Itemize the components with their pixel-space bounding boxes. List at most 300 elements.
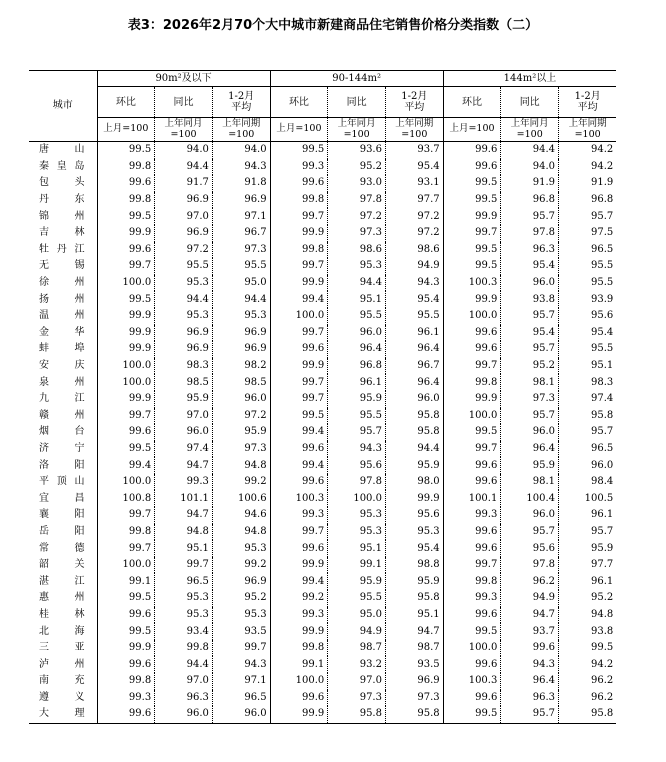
index-value: 97.2 bbox=[385, 208, 443, 225]
index-value: 95.9 bbox=[328, 573, 386, 590]
index-value: 94.8 bbox=[212, 457, 270, 474]
index-value: 99.6 bbox=[97, 242, 155, 259]
base-header bbox=[155, 118, 213, 142]
table-row bbox=[29, 275, 616, 292]
index-value: 99.9 bbox=[270, 358, 328, 375]
base-header-line1: 上月=100 bbox=[276, 123, 322, 135]
index-value: 99.6 bbox=[443, 457, 501, 474]
city-name: 包头 bbox=[39, 177, 85, 189]
table-row bbox=[29, 192, 616, 209]
index-value: 99.7 bbox=[270, 391, 328, 408]
table-row bbox=[29, 457, 616, 474]
index-value: 100.0 bbox=[270, 308, 328, 325]
index-value: 96.9 bbox=[385, 673, 443, 690]
index-value: 97.8 bbox=[501, 225, 559, 242]
table-row bbox=[29, 673, 616, 690]
index-value: 95.7 bbox=[501, 308, 559, 325]
city-name: 平顶山 bbox=[39, 476, 85, 488]
index-value: 100.0 bbox=[97, 557, 155, 574]
period-header bbox=[155, 87, 213, 118]
index-value: 99.7 bbox=[97, 408, 155, 425]
index-value: 98.3 bbox=[559, 374, 617, 391]
base-header-line2: =100 bbox=[170, 128, 197, 140]
index-value: 99.5 bbox=[270, 408, 328, 425]
index-value: 96.9 bbox=[212, 341, 270, 358]
index-value: 99.1 bbox=[270, 656, 328, 673]
index-value: 98.5 bbox=[155, 374, 213, 391]
index-value: 99.2 bbox=[212, 557, 270, 574]
base-header bbox=[270, 118, 328, 142]
index-value: 93.0 bbox=[328, 175, 386, 192]
index-value: 96.1 bbox=[385, 325, 443, 342]
city-name: 大理 bbox=[29, 706, 97, 723]
index-value: 99.5 bbox=[97, 441, 155, 458]
index-value: 99.8 bbox=[270, 192, 328, 209]
table-row bbox=[29, 291, 616, 308]
index-value: 91.9 bbox=[559, 175, 617, 192]
table-row bbox=[29, 607, 616, 624]
index-value: 100.1 bbox=[443, 490, 501, 507]
index-value: 99.9 bbox=[270, 225, 328, 242]
index-value: 94.7 bbox=[155, 507, 213, 524]
city-name: 泉州 bbox=[39, 376, 85, 388]
index-value: 99.3 bbox=[97, 690, 155, 707]
index-value: 96.4 bbox=[328, 341, 386, 358]
index-value: 96.0 bbox=[501, 507, 559, 524]
base-header-line1: 上年同月 bbox=[337, 118, 376, 130]
city-name: 牡丹江 bbox=[39, 243, 85, 255]
index-value: 96.0 bbox=[501, 424, 559, 441]
index-value: 97.0 bbox=[328, 673, 386, 690]
city-name: 九江 bbox=[39, 393, 85, 405]
index-value: 95.9 bbox=[501, 457, 559, 474]
period-header-line1: 1-2月 bbox=[228, 91, 255, 102]
index-value: 99.5 bbox=[443, 706, 501, 723]
table-row bbox=[29, 308, 616, 325]
index-value: 99.5 bbox=[443, 258, 501, 275]
index-value: 99.7 bbox=[443, 441, 501, 458]
index-value: 97.7 bbox=[385, 192, 443, 209]
table-row bbox=[29, 341, 616, 358]
index-value: 99.6 bbox=[270, 341, 328, 358]
table-row bbox=[29, 656, 616, 673]
index-value: 94.8 bbox=[212, 524, 270, 541]
index-value: 100.0 bbox=[97, 474, 155, 491]
index-value: 95.5 bbox=[385, 308, 443, 325]
index-value: 96.9 bbox=[212, 192, 270, 209]
base-header-line1: 上年同期 bbox=[222, 118, 261, 130]
index-value: 99.7 bbox=[97, 540, 155, 557]
index-value: 95.9 bbox=[155, 391, 213, 408]
table-row bbox=[29, 690, 616, 707]
city-name: 徐州 bbox=[39, 277, 85, 289]
index-value: 98.6 bbox=[328, 242, 386, 259]
index-value: 99.4 bbox=[97, 457, 155, 474]
index-value: 95.6 bbox=[559, 308, 617, 325]
index-value: 99.8 bbox=[155, 640, 213, 657]
index-value: 94.7 bbox=[155, 457, 213, 474]
index-value: 97.5 bbox=[559, 225, 617, 242]
index-value: 95.7 bbox=[559, 524, 617, 541]
city-name: 安庆 bbox=[39, 360, 85, 372]
index-value: 95.3 bbox=[328, 507, 386, 524]
period-header-line1: 环比 bbox=[288, 96, 309, 108]
index-value: 96.5 bbox=[559, 441, 617, 458]
index-value: 99.6 bbox=[501, 640, 559, 657]
group-header: 90-144m² bbox=[270, 71, 443, 87]
table-row bbox=[29, 557, 616, 574]
index-value: 95.7 bbox=[501, 208, 559, 225]
index-value: 95.2 bbox=[328, 159, 386, 176]
index-value: 95.4 bbox=[501, 325, 559, 342]
index-value: 100.4 bbox=[501, 490, 559, 507]
index-value: 95.1 bbox=[328, 540, 386, 557]
index-value: 99.6 bbox=[443, 524, 501, 541]
index-value: 99.9 bbox=[270, 275, 328, 292]
index-value: 95.5 bbox=[559, 258, 617, 275]
index-value: 97.7 bbox=[559, 557, 617, 574]
city-name: 常德 bbox=[39, 542, 85, 554]
index-value: 99.6 bbox=[270, 474, 328, 491]
index-value: 99.8 bbox=[443, 374, 501, 391]
index-value: 96.5 bbox=[559, 242, 617, 259]
index-value: 98.8 bbox=[385, 557, 443, 574]
base-header-line2: =100 bbox=[574, 128, 601, 140]
city-name: 锦州 bbox=[39, 210, 85, 222]
index-value: 96.0 bbox=[212, 391, 270, 408]
index-value: 97.0 bbox=[155, 408, 213, 425]
table-row bbox=[29, 573, 616, 590]
index-value: 98.7 bbox=[385, 640, 443, 657]
index-value: 93.4 bbox=[155, 623, 213, 640]
table-header bbox=[29, 71, 616, 142]
index-value: 98.2 bbox=[212, 358, 270, 375]
index-value: 94.3 bbox=[328, 441, 386, 458]
base-header bbox=[559, 118, 617, 142]
period-header-line1: 环比 bbox=[462, 96, 482, 108]
index-value: 100.3 bbox=[443, 275, 501, 292]
index-value: 99.7 bbox=[155, 557, 213, 574]
index-value: 99.5 bbox=[97, 291, 155, 308]
index-value: 94.4 bbox=[155, 656, 213, 673]
index-value: 96.2 bbox=[559, 690, 617, 707]
city-column-header: 城市 bbox=[29, 71, 97, 142]
index-value: 99.6 bbox=[97, 424, 155, 441]
period-header-line2: 平均 bbox=[404, 102, 425, 113]
index-value: 99.6 bbox=[443, 142, 501, 159]
index-value: 96.0 bbox=[501, 275, 559, 292]
city-name: 北海 bbox=[39, 625, 85, 637]
index-value: 96.3 bbox=[155, 690, 213, 707]
index-value: 94.2 bbox=[559, 159, 617, 176]
index-value: 99.9 bbox=[97, 640, 155, 657]
index-value: 96.9 bbox=[212, 325, 270, 342]
index-value: 95.9 bbox=[328, 391, 386, 408]
index-value: 96.4 bbox=[385, 374, 443, 391]
base-header bbox=[443, 118, 501, 142]
index-value: 99.9 bbox=[97, 225, 155, 242]
index-value: 93.5 bbox=[212, 623, 270, 640]
index-value: 95.3 bbox=[212, 540, 270, 557]
table-row bbox=[29, 258, 616, 275]
city-name: 韶关 bbox=[39, 559, 85, 571]
index-value: 95.1 bbox=[155, 540, 213, 557]
index-value: 96.7 bbox=[212, 225, 270, 242]
base-header-line2: =100 bbox=[228, 128, 255, 140]
index-value: 100.3 bbox=[270, 490, 328, 507]
index-value: 94.6 bbox=[212, 507, 270, 524]
index-value: 94.9 bbox=[385, 258, 443, 275]
index-value: 95.5 bbox=[155, 258, 213, 275]
index-value: 99.6 bbox=[270, 441, 328, 458]
index-value: 100.0 bbox=[328, 490, 386, 507]
index-value: 95.2 bbox=[501, 358, 559, 375]
index-value: 99.5 bbox=[559, 640, 617, 657]
index-value: 99.7 bbox=[270, 524, 328, 541]
index-value: 99.5 bbox=[443, 192, 501, 209]
city-name: 无锡 bbox=[39, 260, 85, 272]
index-value: 99.6 bbox=[443, 474, 501, 491]
table-row bbox=[29, 225, 616, 242]
index-value: 95.4 bbox=[385, 291, 443, 308]
index-value: 97.1 bbox=[212, 673, 270, 690]
index-value: 99.4 bbox=[270, 424, 328, 441]
index-value: 99.6 bbox=[443, 690, 501, 707]
index-value: 99.9 bbox=[443, 291, 501, 308]
index-value: 99.6 bbox=[270, 175, 328, 192]
index-value: 96.2 bbox=[559, 673, 617, 690]
base-header-line2: =100 bbox=[516, 128, 543, 140]
index-value: 99.5 bbox=[97, 142, 155, 159]
index-value: 96.0 bbox=[559, 457, 617, 474]
period-header-line1: 同比 bbox=[173, 96, 194, 108]
city-name: 吉林 bbox=[39, 227, 85, 239]
index-value: 98.1 bbox=[501, 374, 559, 391]
index-value: 100.6 bbox=[212, 490, 270, 507]
index-value: 99.3 bbox=[155, 474, 213, 491]
index-value: 99.4 bbox=[270, 573, 328, 590]
index-value: 100.5 bbox=[559, 490, 617, 507]
table-row bbox=[29, 640, 616, 657]
index-value: 99.8 bbox=[270, 640, 328, 657]
index-value: 97.3 bbox=[501, 391, 559, 408]
index-value: 99.9 bbox=[97, 341, 155, 358]
table-row bbox=[29, 590, 616, 607]
index-value: 100.0 bbox=[97, 275, 155, 292]
index-value: 96.3 bbox=[501, 242, 559, 259]
table-row bbox=[29, 374, 616, 391]
index-value: 97.8 bbox=[328, 474, 386, 491]
index-value: 99.6 bbox=[270, 690, 328, 707]
index-value: 95.5 bbox=[328, 308, 386, 325]
base-header-line1: 上年同月 bbox=[510, 118, 549, 130]
city-name: 丹东 bbox=[39, 194, 85, 206]
index-value: 94.4 bbox=[385, 441, 443, 458]
table-row bbox=[29, 242, 616, 259]
index-value: 97.0 bbox=[155, 208, 213, 225]
index-value: 96.1 bbox=[559, 573, 617, 590]
period-header bbox=[97, 87, 155, 118]
index-value: 95.5 bbox=[328, 590, 386, 607]
index-value: 98.5 bbox=[212, 374, 270, 391]
index-value: 98.6 bbox=[385, 242, 443, 259]
group-header: 90m²及以下 bbox=[97, 71, 270, 87]
index-value: 95.2 bbox=[559, 590, 617, 607]
index-value: 95.9 bbox=[559, 540, 617, 557]
city-name: 三亚 bbox=[39, 642, 85, 654]
index-value: 99.7 bbox=[270, 374, 328, 391]
index-value: 99.5 bbox=[443, 242, 501, 259]
table-row bbox=[29, 623, 616, 640]
table-row bbox=[29, 474, 616, 491]
index-value: 98.3 bbox=[155, 358, 213, 375]
index-value: 91.8 bbox=[212, 175, 270, 192]
table-row bbox=[29, 358, 616, 375]
period-header bbox=[212, 87, 270, 118]
index-value: 93.1 bbox=[385, 175, 443, 192]
city-name: 遵义 bbox=[39, 691, 85, 703]
period-header-line1: 同比 bbox=[346, 96, 367, 108]
index-value: 101.1 bbox=[155, 490, 213, 507]
index-value: 99.3 bbox=[443, 507, 501, 524]
index-value: 95.3 bbox=[155, 590, 213, 607]
index-value: 93.5 bbox=[385, 656, 443, 673]
index-value: 96.0 bbox=[155, 706, 213, 723]
index-value: 93.9 bbox=[559, 291, 617, 308]
index-value: 99.8 bbox=[97, 524, 155, 541]
index-value: 94.4 bbox=[328, 275, 386, 292]
index-value: 99.8 bbox=[97, 673, 155, 690]
index-value: 95.4 bbox=[501, 258, 559, 275]
period-header bbox=[270, 87, 328, 118]
index-value: 99.3 bbox=[270, 607, 328, 624]
city-name: 扬州 bbox=[39, 293, 85, 305]
index-value: 99.5 bbox=[270, 142, 328, 159]
index-value: 99.9 bbox=[270, 706, 328, 723]
index-value: 95.7 bbox=[328, 424, 386, 441]
header-row-bases bbox=[29, 118, 616, 142]
index-value: 95.8 bbox=[559, 706, 617, 723]
index-value: 95.4 bbox=[559, 325, 617, 342]
index-value: 94.2 bbox=[559, 142, 617, 159]
index-value: 99.9 bbox=[97, 308, 155, 325]
index-value: 99.1 bbox=[328, 557, 386, 574]
index-value: 95.8 bbox=[559, 408, 617, 425]
base-header-line1: 上月=100 bbox=[103, 123, 149, 135]
index-value: 93.2 bbox=[328, 656, 386, 673]
index-value: 95.8 bbox=[385, 408, 443, 425]
index-value: 100.0 bbox=[443, 408, 501, 425]
index-value: 97.0 bbox=[155, 673, 213, 690]
period-header-line1: 1-2月 bbox=[574, 91, 601, 102]
base-header-line2: =100 bbox=[343, 128, 370, 140]
index-value: 96.8 bbox=[559, 192, 617, 209]
base-header-line1: 上年同期 bbox=[395, 118, 434, 130]
index-value: 99.6 bbox=[97, 175, 155, 192]
index-value: 99.9 bbox=[97, 391, 155, 408]
base-header-line1: 上年同月 bbox=[164, 118, 203, 130]
period-header-line1: 环比 bbox=[115, 96, 136, 108]
index-value: 99.4 bbox=[270, 457, 328, 474]
index-value: 96.9 bbox=[155, 341, 213, 358]
index-value: 95.1 bbox=[328, 291, 386, 308]
index-value: 96.8 bbox=[328, 358, 386, 375]
city-name: 宜昌 bbox=[39, 492, 85, 504]
index-value: 100.0 bbox=[443, 308, 501, 325]
index-value: 99.2 bbox=[270, 590, 328, 607]
index-value: 95.7 bbox=[501, 341, 559, 358]
header-row-groups bbox=[29, 71, 616, 87]
index-value: 95.0 bbox=[212, 275, 270, 292]
index-value: 99.2 bbox=[212, 474, 270, 491]
index-value: 93.8 bbox=[559, 623, 617, 640]
index-value: 97.3 bbox=[328, 225, 386, 242]
index-value: 100.8 bbox=[97, 490, 155, 507]
index-value: 96.4 bbox=[501, 441, 559, 458]
base-header bbox=[385, 118, 443, 142]
city-name: 济宁 bbox=[39, 442, 85, 454]
table-row bbox=[29, 175, 616, 192]
index-value: 95.1 bbox=[559, 358, 617, 375]
index-value: 96.5 bbox=[212, 690, 270, 707]
period-header bbox=[559, 87, 617, 118]
table-row bbox=[29, 325, 616, 342]
index-value: 97.3 bbox=[212, 242, 270, 259]
index-value: 95.8 bbox=[385, 424, 443, 441]
index-value: 99.6 bbox=[443, 325, 501, 342]
index-value: 99.7 bbox=[270, 208, 328, 225]
index-value: 99.5 bbox=[97, 623, 155, 640]
period-header-line1: 1-2月 bbox=[401, 91, 428, 102]
index-value: 93.6 bbox=[328, 142, 386, 159]
index-value: 99.4 bbox=[270, 291, 328, 308]
index-value: 94.7 bbox=[385, 623, 443, 640]
index-value: 96.0 bbox=[328, 325, 386, 342]
index-value: 94.0 bbox=[155, 142, 213, 159]
table-row bbox=[29, 540, 616, 557]
index-value: 99.7 bbox=[270, 258, 328, 275]
index-value: 95.5 bbox=[559, 341, 617, 358]
index-value: 99.8 bbox=[97, 159, 155, 176]
index-value: 99.5 bbox=[443, 623, 501, 640]
table-row bbox=[29, 159, 616, 176]
index-value: 97.3 bbox=[328, 690, 386, 707]
index-value: 97.8 bbox=[501, 557, 559, 574]
header-row-periods bbox=[29, 87, 616, 118]
index-value: 94.3 bbox=[501, 656, 559, 673]
index-value: 95.3 bbox=[328, 258, 386, 275]
index-value: 95.5 bbox=[559, 275, 617, 292]
index-value: 94.9 bbox=[501, 590, 559, 607]
index-value: 99.6 bbox=[443, 656, 501, 673]
city-name: 泸州 bbox=[39, 658, 85, 670]
index-value: 96.0 bbox=[155, 424, 213, 441]
index-value: 95.7 bbox=[501, 408, 559, 425]
index-value: 97.2 bbox=[155, 242, 213, 259]
index-value: 97.3 bbox=[212, 441, 270, 458]
table-row bbox=[29, 142, 616, 159]
index-value: 93.7 bbox=[385, 142, 443, 159]
table-title: 表3：2026年2月70个大中城市新建商品住宅销售价格分类指数（二） bbox=[127, 18, 539, 33]
index-value: 94.4 bbox=[155, 291, 213, 308]
index-value: 94.4 bbox=[212, 291, 270, 308]
table-body bbox=[29, 142, 616, 724]
index-value: 99.8 bbox=[97, 192, 155, 209]
index-value: 95.0 bbox=[328, 607, 386, 624]
index-value: 95.7 bbox=[559, 208, 617, 225]
index-value: 96.0 bbox=[385, 391, 443, 408]
index-value: 97.1 bbox=[212, 208, 270, 225]
